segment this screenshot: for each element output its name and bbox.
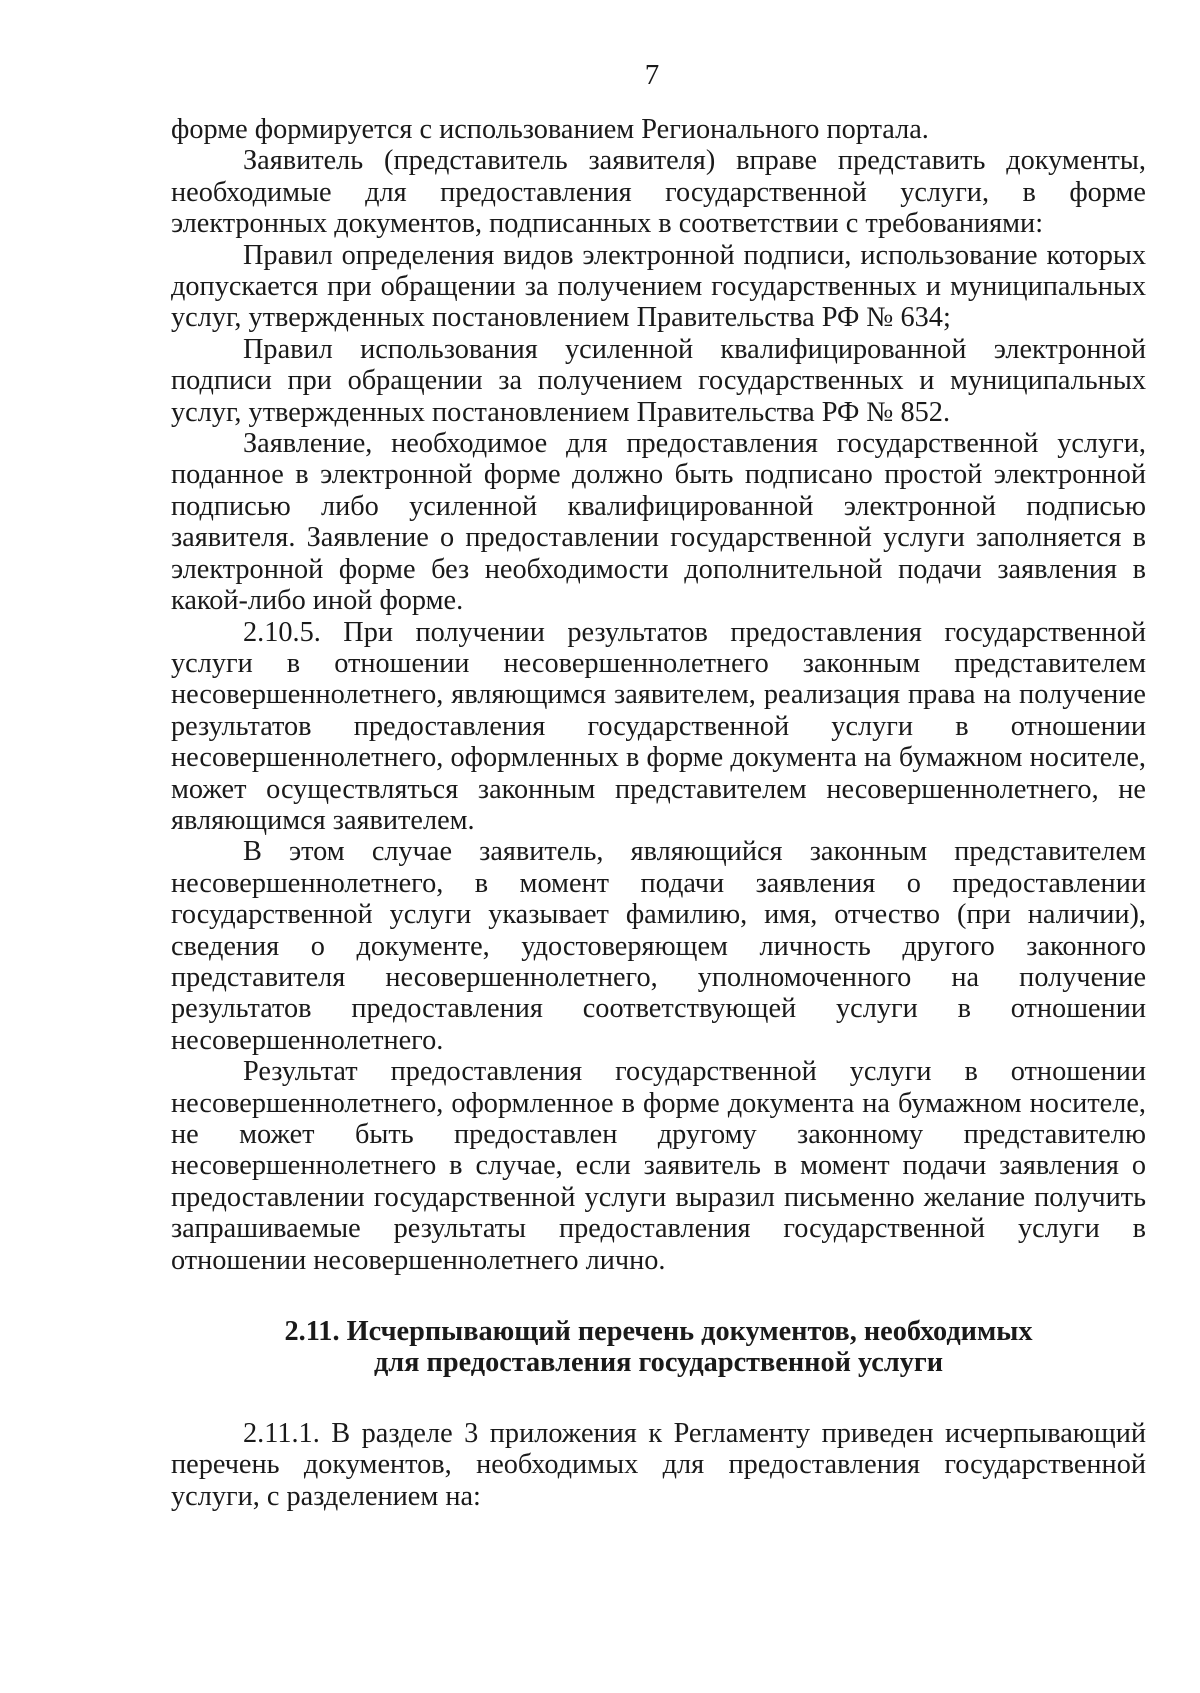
section-heading-line-2: для предоставления государственной услуги [373,1347,944,1379]
paragraph-electronic-documents: Заявитель (представитель заявителя) вправе представить документы, необходимые для предоставления государственной услуги, в форме электронных документов, подписанных в соответствии с требованиями: [171,145,1146,240]
paragraph-2-10-5: 2.10.5. При получении результатов предоставления государственной услуги в отношении несовершеннолетнего законным представителем несовершеннолетнего, являющимся заявителем, реализация права на получение результатов предоставления государственной услуги в отношении несовершеннолетнего, оформленных в форме документа на бумажном носителе, может осуществляться законным представителем несовершеннолетнего, не являющимся заявителем. [171,616,1146,836]
paragraph-2-11-1: 2.11.1. В разделе 3 приложения к Регламенту приведен исчерпывающий перечень документов, необходимых для предоставления государственной услуги, с разделением на: [171,1418,1146,1512]
paragraph-rules-852: Правил использования усиленной квалифицированной электронной подписи при обращении за получением государственных и муниципальных услуг, утвержденных постановлением Правительства РФ № 852. [171,333,1146,428]
paragraph-rules-634: Правил определения видов электронной подписи, использование которых допускается при обращении за получением государственных и муниципальных услуг, утвержденных постановлением Правительства РФ № 634; [171,239,1146,334]
section-heading-line-1: 2.11. Исчерпывающий перечень документов, необходимых [284,1316,1033,1348]
paragraph-continuation: форме формируется с использованием Регионального портала. [171,114,929,145]
paragraph-legal-representative: В этом случае заявитель, являющийся законным представителем несовершеннолетнего, в момент подачи заявления о предоставлении государственной услуги указывает фамилию, имя, отчество (при наличии), сведения о документе, удостоверяющем личность другого законного представителя несовершеннолетнего, уполномоченного на получение результатов предоставления соответствующей услуги в отношении несовершеннолетнего. [171,836,1146,1056]
document-body [171,114,1146,1512]
page-number: 7 [644,59,660,91]
paragraph-application-signature: Заявление, необходимое для предоставления государственной услуги, поданное в электронной форме должно быть подписано простой электронной подписью либо усиленной квалифицированной электронной подписью заявителя. Заявление о предоставлении государственной услуги заполняется в электронной форме без необходимости дополнительной подачи заявления в какой-либо иной форме. [171,428,1146,617]
paragraph-result-delivery: Результат предоставления государственной услуги в отношении несовершеннолетнего, оформленное в форме документа на бумажном носителе, не может быть предоставлен другому законному представителю несовершеннолетнего в случае, если заявитель в момент подачи заявления о предоставлении государственной услуги выразил письменно желание получить запрашиваемые результаты предоставления государственной услуги в отношении несовершеннолетнего лично. [171,1056,1146,1276]
section-heading-2-11 [171,1316,1146,1378]
